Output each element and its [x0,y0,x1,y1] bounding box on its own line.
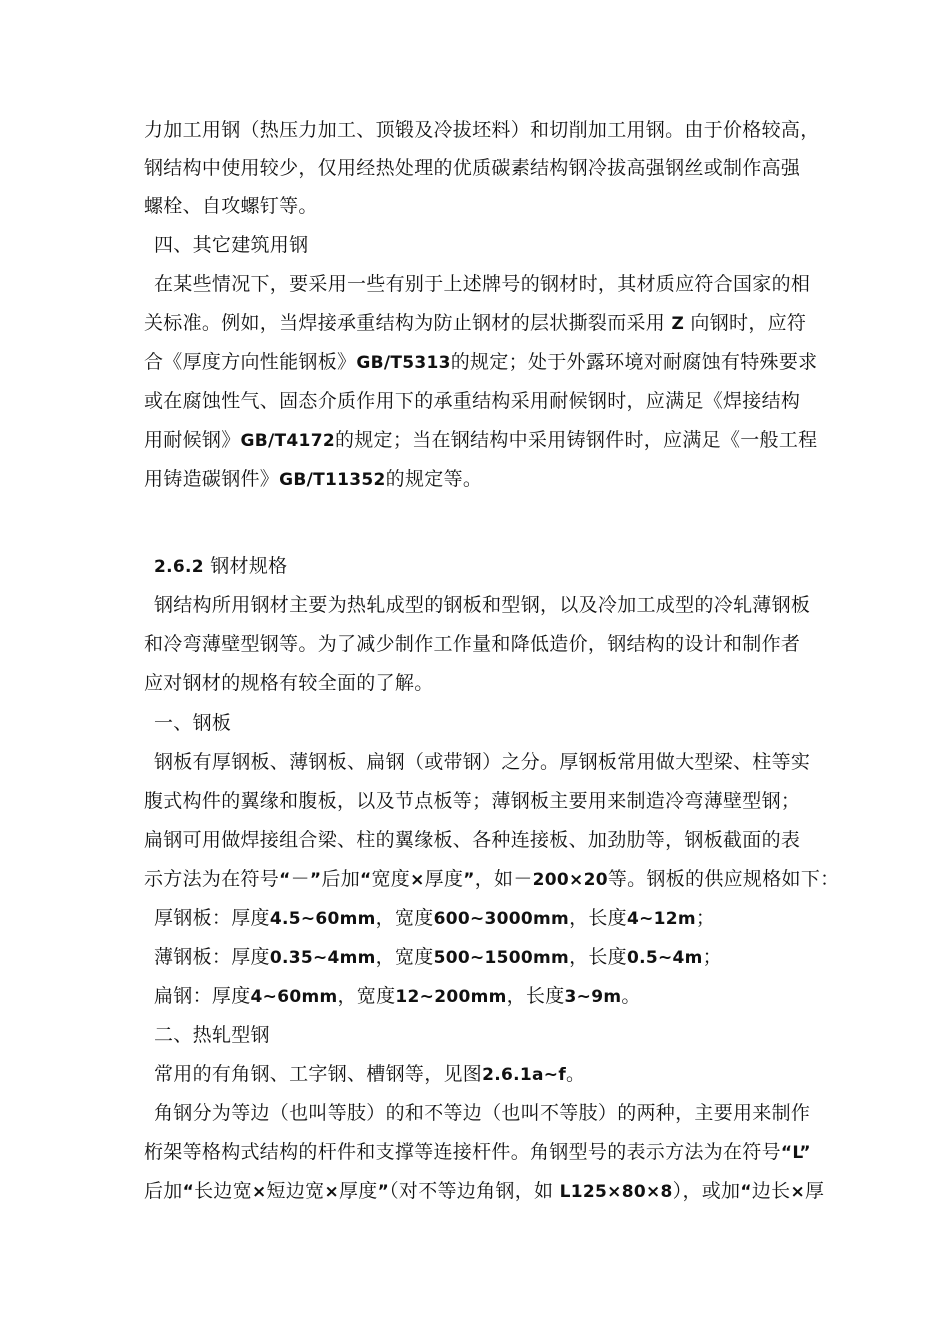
bold-code: GB/T5313 [356,353,451,373]
text-run: 厚钢板：厚度 [154,907,270,929]
text-run: 扁钢可用做焊接组合梁、柱的翼缘板、各种连接板、加劲肋等，钢板截面的表 [144,829,801,851]
bold-code: 4~60mm [250,987,338,1007]
text-run: 边长 [751,1180,791,1202]
text-line [154,749,810,775]
text-line [154,983,641,1010]
text-run: 钢结构所用钢材主要为热轧成型的钢板和型钢，以及冷加工成型的冷轧薄钢板 [154,594,811,616]
text-line [144,827,800,853]
text-run: 或在腐蚀性气、固态介质作用下的承重结构采用耐候钢时，应满足《焊接结构 [144,390,801,412]
text-run: 应对钢材的规格有较全面的了解。 [144,672,434,694]
text-run: 四、其它建筑用钢 [154,234,309,256]
bold-code: ” [309,870,322,890]
text-run: 桁架等格构式结构的杆件和支撑等连接杆件。角钢型号的表示方法为在符号 [144,1141,781,1163]
text-run: 的规定；处于外露环境对耐腐蚀有特殊要求 [450,351,818,373]
bold-code: Z [671,314,685,334]
bold-code: 12~200mm [395,987,507,1007]
text-run: 扁钢：厚度 [154,985,251,1007]
text-run: ，宽度 [375,946,434,968]
text-run: 腹式构件的翼缘和腹板，以及节点板等；薄钢板主要用来制造冷弯薄壁型钢； [144,790,801,812]
text-run: － [290,868,310,890]
bold-code: × [324,1182,339,1202]
text-line [144,349,817,376]
text-run: 钢材规格 [203,555,288,577]
bold-code: “L” [780,1143,811,1163]
text-run: 常用的有角钢、工字钢、槽钢等，见图 [154,1063,483,1085]
text-run: 合《厚度方向性能钢板》 [144,351,357,373]
bold-code: ” [463,870,475,890]
text-line [154,944,722,971]
text-line [144,466,482,493]
text-run: 螺栓、自攻螺钉等。 [144,195,318,217]
text-line [144,1178,824,1205]
text-line [144,117,820,143]
bold-code: L125×80×8 [559,1182,673,1202]
text-run: ； [695,907,716,929]
text-run: 短边宽 [266,1180,325,1202]
text-run: 示方法为在符号 [144,868,280,890]
text-line [144,427,817,454]
bold-code: ” [377,1182,390,1202]
bold-code: 0.5~4m [626,948,703,968]
text-run: 向钢时，应符 [684,312,807,334]
bold-code: GB/T4172 [240,431,335,451]
section-heading-other-steel [154,232,308,258]
section-heading-hot-rolled [154,1022,270,1048]
bold-code: “ [360,870,372,890]
text-run: ），或加 [672,1180,741,1202]
text-run: 厚度 [424,868,464,890]
text-run: ，长度 [569,946,627,968]
text-run: 和冷弯薄壁型钢等。为了减少制作工作量和降低造价，钢结构的设计和制作者 [144,633,801,655]
text-run: ； [702,946,722,968]
text-line [144,1139,811,1166]
bold-code: 4.5~60mm [269,909,376,929]
text-run: 厚 [804,1180,825,1202]
text-run: 长边宽 [194,1180,252,1202]
bold-code: 200×20 [532,870,608,890]
bold-code: × [790,1182,805,1202]
text-line [144,193,318,219]
text-run: （对不等边角钢，如 [389,1180,560,1202]
text-run: ，长度 [506,985,565,1007]
text-line [144,388,800,414]
text-line [154,1100,810,1126]
text-run: 用铸造碳钢件》 [144,468,280,490]
bold-code: 500~1500mm [433,948,570,968]
text-run: ，长度 [569,907,627,929]
text-line [144,788,800,814]
text-run: 后加 [144,1180,183,1202]
text-line [154,592,810,618]
text-run: 二、热轧型钢 [154,1024,270,1046]
text-run: 关标准。例如，当焊接承重结构为防止钢材的层状撕裂而采用 [144,312,672,334]
text-run: 。 [621,985,641,1007]
text-run: 一、钢板 [154,712,232,734]
text-run: 。 [566,1063,586,1085]
bold-code: 3~9m [564,987,622,1007]
text-run: 后加 [321,868,360,890]
text-line [144,155,800,181]
text-run: 在某些情况下，要采用一些有别于上述牌号的钢材时，其材质应符合国家的相 [154,273,811,295]
text-run: ，如－ [474,868,533,890]
text-run: 厚度 [339,1180,378,1202]
text-line [154,905,715,932]
text-run: 用耐候钢》 [144,429,241,451]
bold-code: “ [279,870,291,890]
text-line [154,1061,585,1088]
text-line [154,271,810,297]
text-run: ，宽度 [337,985,396,1007]
bold-code: GB/T11352 [279,470,386,490]
text-run: 钢结构中使用较少，仅用经热处理的优质碳素结构钢冷拔高强钢丝或制作高强 [144,157,801,179]
bold-code: 0.35~4mm [269,948,376,968]
bold-code: × [252,1182,267,1202]
section-heading-2-6-2 [154,553,287,580]
text-run: 的规定；当在钢结构中采用铸钢件时，应满足《一般工程 [334,429,818,451]
text-run: 的规定等。 [385,468,483,490]
section-heading-steel-plate [154,710,231,736]
text-run: 钢板有厚钢板、薄钢板、扁钢（或带钢）之分。厚钢板常用做大型梁、柱等实 [154,751,811,773]
text-run: 宽度 [371,868,411,890]
bold-code: 2.6.2 [154,557,204,577]
text-line [144,866,839,893]
bold-code: 2.6.1a~f [482,1065,567,1085]
text-run: 薄钢板：厚度 [154,946,270,968]
text-run: 角钢分为等边（也叫等肢）的和不等边（也叫不等肢）的两种，主要用来制作 [154,1102,811,1124]
text-run: 力加工用钢（热压力加工、顶锻及冷拔坯料）和切削加工用钢。由于价格较高， [144,119,820,141]
bold-code: 4~12m [626,909,696,929]
bold-code: 600~3000mm [433,909,570,929]
bold-code: “ [740,1182,752,1202]
text-line [144,631,800,657]
text-line [144,310,806,337]
text-line [144,670,434,696]
text-run: 等。钢板的供应规格如下： [607,868,840,890]
bold-code: × [410,870,425,890]
text-run: ，宽度 [375,907,434,929]
bold-code: “ [182,1182,195,1202]
